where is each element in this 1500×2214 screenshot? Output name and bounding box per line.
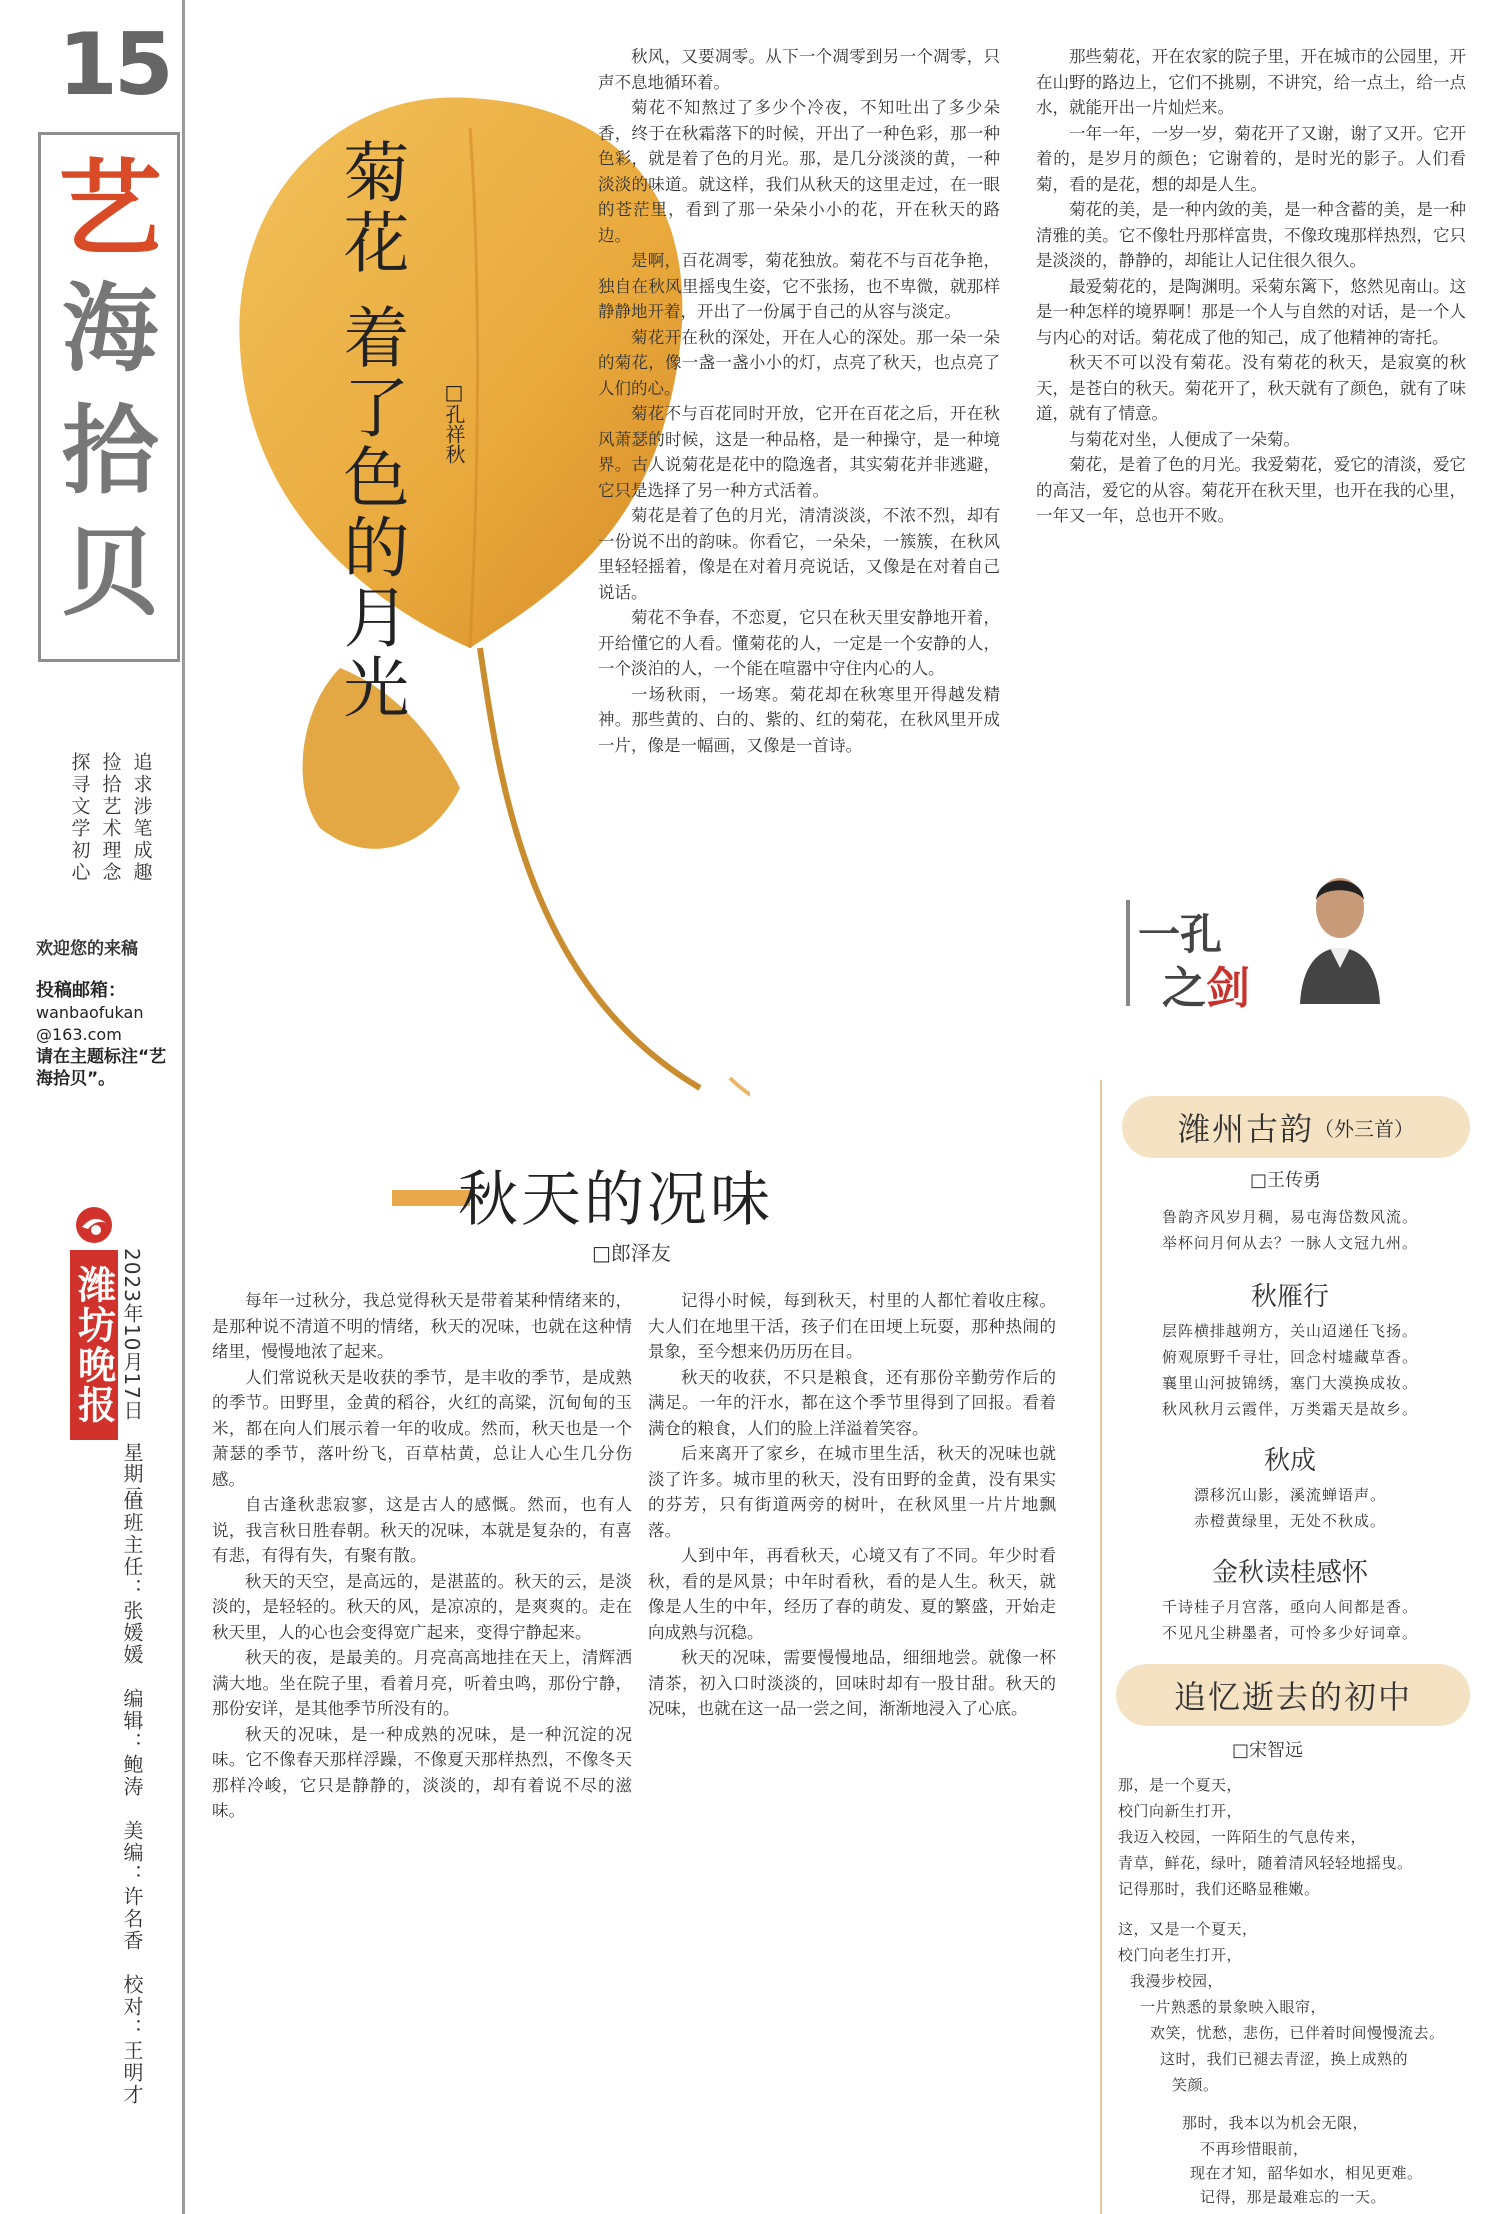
paragraph: 秋天的夜，是最美的。月亮高高地挂在天上，清辉洒满大地。坐在院子里，看着月亮，听着虫鸣，那份宁静，那份安详，是其他季节所没有的。 (212, 1648, 632, 1718)
paragraph: 与菊花对坐，人便成了一朵菊。 (1069, 429, 1300, 449)
paragraph: 菊花，是着了色的月光。我爱菊花，爱它的清淡，爱它的高洁，爱它的从容。菊花开在秋天里，也开在我的心里，一年又一年，总也开不败。 (1036, 455, 1466, 525)
paragraph: 一场秋雨，一场寒。菊花却在秋寒里开得越发精神。那些黄的、白的、紫的、红的菊花，在秋风里开成一片，像是一幅画，又像是一首诗。 (598, 684, 1000, 755)
essay-line: 那，是一个夏天， (1118, 1776, 1243, 1794)
poetry-heading-sub: （外三首） (1314, 1116, 1414, 1141)
essay-line: 青草，鲜花，绿叶，随着清风轻轻地摇曳。 (1118, 1854, 1413, 1872)
newspaper-name: 潍坊晚报 (70, 1250, 118, 1440)
article-body-col (1036, 44, 1466, 844)
essay-line: 记得，那是最难忘的一天。 (1200, 2188, 1387, 2206)
submission-note: 请在主题标注“艺海拾贝”。 (36, 1047, 167, 1089)
column-badge-accent: 剑 (1206, 963, 1250, 1014)
article-headline: 菊花 着了色的月光 (332, 138, 409, 723)
paragraph: 自古逢秋悲寂寥，这是古人的感慨。然而，也有人说，我言秋日胜春朝。秋天的况味，本就是复杂的，有喜有悲，有得有失，有聚有散。 (212, 1495, 632, 1565)
paragraph: 秋天的收获，不只是粮食，还有那份辛勤劳作后的满足。一年的汗水，都在这个季节里得到了回报。看着满仓的粮食，人们的脸上洋溢着笑容。 (648, 1367, 1056, 1438)
paragraph: 秋天的况味，需要慢慢地品，细细地尝。就像一杯清茶，初入口时淡淡的，回味时却有一股甘甜。秋天的况味，也就在这一品一尝之间，渐渐地浸入了心底。 (648, 1648, 1056, 1718)
page-number: 15 (58, 15, 170, 115)
paragraph: 人们常说秋天是收获的季节，是丰收的季节，是成熟的季节。田野里，金黄的稻谷，火红的高粱，沉甸甸的玉米，都在向人们展示着一年的收成。然而，秋天也是一个萧瑟的季节，落叶纷飞，百草枯黄，总让人心生几分伤感。 (212, 1367, 632, 1489)
essay-author: □宋智远 (1232, 1740, 1304, 1761)
paragraph: 那些菊花，开在农家的院子里，开在城市的公园里，开在山野的路边上，它们不挑剔，不讲究，给一点土，给一点水，就能开出一片灿烂来。 (1036, 47, 1466, 117)
article2-body-col (648, 1288, 1056, 2198)
submission-info (36, 980, 182, 1090)
submission-email-user[interactable]: wanbaofukan (36, 1003, 144, 1022)
essay-line: 校门向老生打开， (1118, 1946, 1243, 1964)
article-body-col (598, 44, 1000, 1026)
paragraph: 最爱菊花的，是陶渊明。采菊东篱下，悠然见南山。这是一种怎样的境界啊！那是一个人与自然的对话，是一个人与内心的对话。菊花成了他的知己，成了他精神的寄托。 (1036, 276, 1466, 347)
essay-line: 校门向新生打开， (1118, 1802, 1243, 1820)
motto-line: 捡拾艺术理念 (99, 752, 122, 884)
poem-title: 秋成 (1263, 1446, 1316, 1476)
poem-title: 秋雁行 (1250, 1282, 1329, 1312)
left-rail-divider (182, 0, 185, 2214)
poem-line: 千诗桂子月宫落，亟向人间都是香。 (1161, 1598, 1418, 1616)
welcome-note: 欢迎您的来稿 (36, 939, 138, 959)
motto-line: 探寻文学初心 (68, 752, 91, 884)
poem-line: 秋风秋月云霞伴，万类霜天是故乡。 (1161, 1400, 1418, 1418)
section-title-rest: 海拾贝 (62, 273, 158, 629)
paragraph: 秋天的天空，是高远的，是湛蓝的。秋天的云，是淡淡的，是轻轻的。秋天的风，是凉凉的，是爽爽的。走在秋天里，人的心也会变得宽广起来，变得宁静起来。 (212, 1571, 632, 1642)
essay-line: 现在才知，韶华如水，相见更难。 (1190, 2164, 1423, 2182)
article2-byline: □郎泽友 (592, 1241, 671, 1265)
section-title (40, 150, 180, 634)
essay-line: 笑颜。 (1172, 2076, 1219, 2094)
paragraph: 菊花不与百花同时开放，它开在百花之后，开在秋风萧瑟的时候，这是一种品格，是一种操守，是一种境界。古人说菊花是花中的隐逸者，其实菊花并非逃避，它只是选择了另一种方式活着。 (598, 404, 1000, 500)
paragraph: 人到中年，再看秋天，心境又有了不同。年少时看秋，看的是风景；中年时看秋，看的是人生。秋天，就像是人生的中年，经历了春的萌发、夏的繁盛，开始走向成熟与沉稳。 (648, 1546, 1056, 1642)
paragraph: 秋天不可以没有菊花。没有菊花的秋天，是寂寞的秋天，是苍白的秋天。菊花开了，秋天就有了颜色，就有了味道，就有了情意。 (1036, 353, 1466, 423)
paragraph: 每年一过秋分，我总觉得秋天是带着某种情绪来的，是那种说不清道不明的情绪，秋天的况味，也就在这种情绪里，慢慢地浓了起来。 (212, 1291, 632, 1361)
paragraph: 菊花的美，是一种内敛的美，是一种含蓄的美，是一种清雅的美。它不像牡丹那样富贵，不像玫瑰那样热烈，它只是淡淡的，静静的，却能让人记住很久很久。 (1036, 200, 1466, 270)
newspaper-logo-icon (74, 1205, 114, 1245)
essay-heading-ribbon (1116, 1664, 1470, 1726)
section-motto (40, 752, 180, 902)
poetry-author: □王传勇 (1250, 1170, 1322, 1191)
poem-line: 襄里山河披锦绣，塞门大漠换成妆。 (1161, 1374, 1418, 1392)
poem-line: 鲁韵齐风岁月稠，易屯海岱数风流。 (1161, 1208, 1418, 1226)
paragraph: 菊花不争春，不恋夏，它只在秋天里安静地开着，开给懂它的人看。懂菊花的人，一定是一个安静的人，一个淡泊的人，一个能在喧嚣中守住内心的人。 (598, 608, 1000, 678)
paragraph: 是啊，百花凋零，菊花独放。菊花不与百花争艳，独自在秋风里摇曳生姿，它不张扬，也不卑微，就那样静静地开着，开出了一份属于自己的从容与淡定。 (598, 251, 1000, 321)
paragraph: 秋风，又要凋零。从下一个凋零到另一个凋零，只声不息地循环着。 (598, 47, 1000, 92)
paragraph: 菊花是着了色的月光，清清淡淡，不浓不烈，却有一份说不出的韵味。你看它，一朵朵，一簇簇，在秋风里轻轻摇着，像是在对着月亮说话，又像是在对着自己说话。 (598, 506, 1000, 602)
motto-line: 追求涉笔成趣 (130, 752, 153, 884)
essay-line: 不再珍惜眼前， (1200, 2140, 1309, 2158)
paragraph: 一年一年，一岁一岁，菊花开了又谢，谢了又开。它开着的，是岁月的颜色；它谢着的，是时光的影子。人们看菊，看的是花，想的却是人生。 (1036, 123, 1466, 194)
column-badge-title: 一孔 (1138, 910, 1223, 959)
essay-line: 记得那时，我们还略显稚嫩。 (1118, 1880, 1320, 1898)
author-portrait (1290, 864, 1390, 1004)
poetry-heading-ribbon (1122, 1096, 1470, 1158)
column-badge-subtitle (1162, 952, 1250, 1016)
poem-line: 举杯问月何从去？一脉人文冠九州。 (1161, 1234, 1418, 1252)
essay-line: 欢笑，忧愁，悲伤，已伴着时间慢慢流去。 (1150, 2024, 1445, 2042)
editorial-credits: 值班主任：张媛媛 编辑：鲍涛 美编：许名香 校对：王明才 (120, 1490, 144, 2106)
essay-line: 一片熟悉的景象映入眼帘， (1140, 1998, 1327, 2016)
essay-line: 我迈入校园，一阵陌生的气息传来， (1118, 1828, 1367, 1846)
paragraph: 记得小时候，每到秋天，村里的人都忙着收庄稼。大人们在地里干活，孩子们在田埂上玩耍，那种热闹的景象，至今想来仍历历在目。 (648, 1291, 1056, 1361)
poem-line: 俯观原野千寻壮，回念村墟藏草香。 (1161, 1348, 1418, 1366)
poem-line: 漂移沉山影，溪流蝉语声。 (1193, 1486, 1386, 1504)
article2-body-col (212, 1288, 632, 2198)
essay-line: 这时，我们已褪去青涩，换上成熟的 (1160, 2050, 1409, 2068)
poem-title: 金秋读桂感怀 (1211, 1558, 1368, 1588)
paragraph: 秋天的况味，是一种成熟的况味，是一种沉淀的况味。它不像春天那样浮躁，不像夏天那样热烈，不像冬天那样冷峻，它只是静静的，淡淡的，却有着说不尽的滋味。 (212, 1724, 632, 1820)
essay-line: 这，又是一个夏天， (1118, 1920, 1258, 1938)
paragraph: 后来离开了家乡，在城市里生活，秋天的况味也就淡了许多。城市里的秋天，没有田野的金黄，没有果实的芬芳，只有街道两旁的树叶，在秋风里一片片地飘落。 (648, 1444, 1056, 1540)
poem-line: 不见凡尘耕墨者，可怜多少好词章。 (1161, 1624, 1418, 1642)
essay-line: 那时，我本以为机会无限， (1182, 2114, 1369, 2132)
poetry-heading: 潍州古韵 (1177, 1110, 1314, 1148)
issue-date: 2023年10月17日 星期二 (120, 1248, 144, 1505)
essay-heading: 追忆逝去的初中 (1173, 1678, 1412, 1716)
column-badge-prefix: 之 (1162, 963, 1206, 1014)
section-title-first-char: 艺 (57, 148, 162, 270)
article2-headline: 秋天的况味 (458, 1165, 773, 1235)
submission-label: 投稿邮箱： (36, 980, 126, 1001)
article-byline: □孔祥秋 (442, 380, 466, 464)
poem-line: 层阵横排越朔方，关山迢递任飞扬。 (1161, 1322, 1418, 1340)
paragraph: 菊花开在秋的深处，开在人心的深处。那一朵一朵的菊花，像一盏一盏小小的灯，点亮了秋天，也点亮了人们的心。 (598, 327, 1000, 398)
poem-line: 赤橙黄绿里，无处不秋成。 (1193, 1512, 1386, 1530)
submission-email-domain[interactable]: @163.com (36, 1025, 122, 1044)
essay-line: 我漫步校园， (1130, 1972, 1224, 1990)
paragraph: 菊花不知熬过了多少个冷夜，不知吐出了多少朵香，终于在秋霜落下的时候，开出了一种色彩，那一种色彩，就是着了色的月光。那，是几分淡淡的黄，一种淡淡的味道。就这样，我们从秋天的这里走过，在一眼的苍茫里，看到了那一朵朵小小的花，开在秋天的路边。 (598, 98, 1000, 245)
